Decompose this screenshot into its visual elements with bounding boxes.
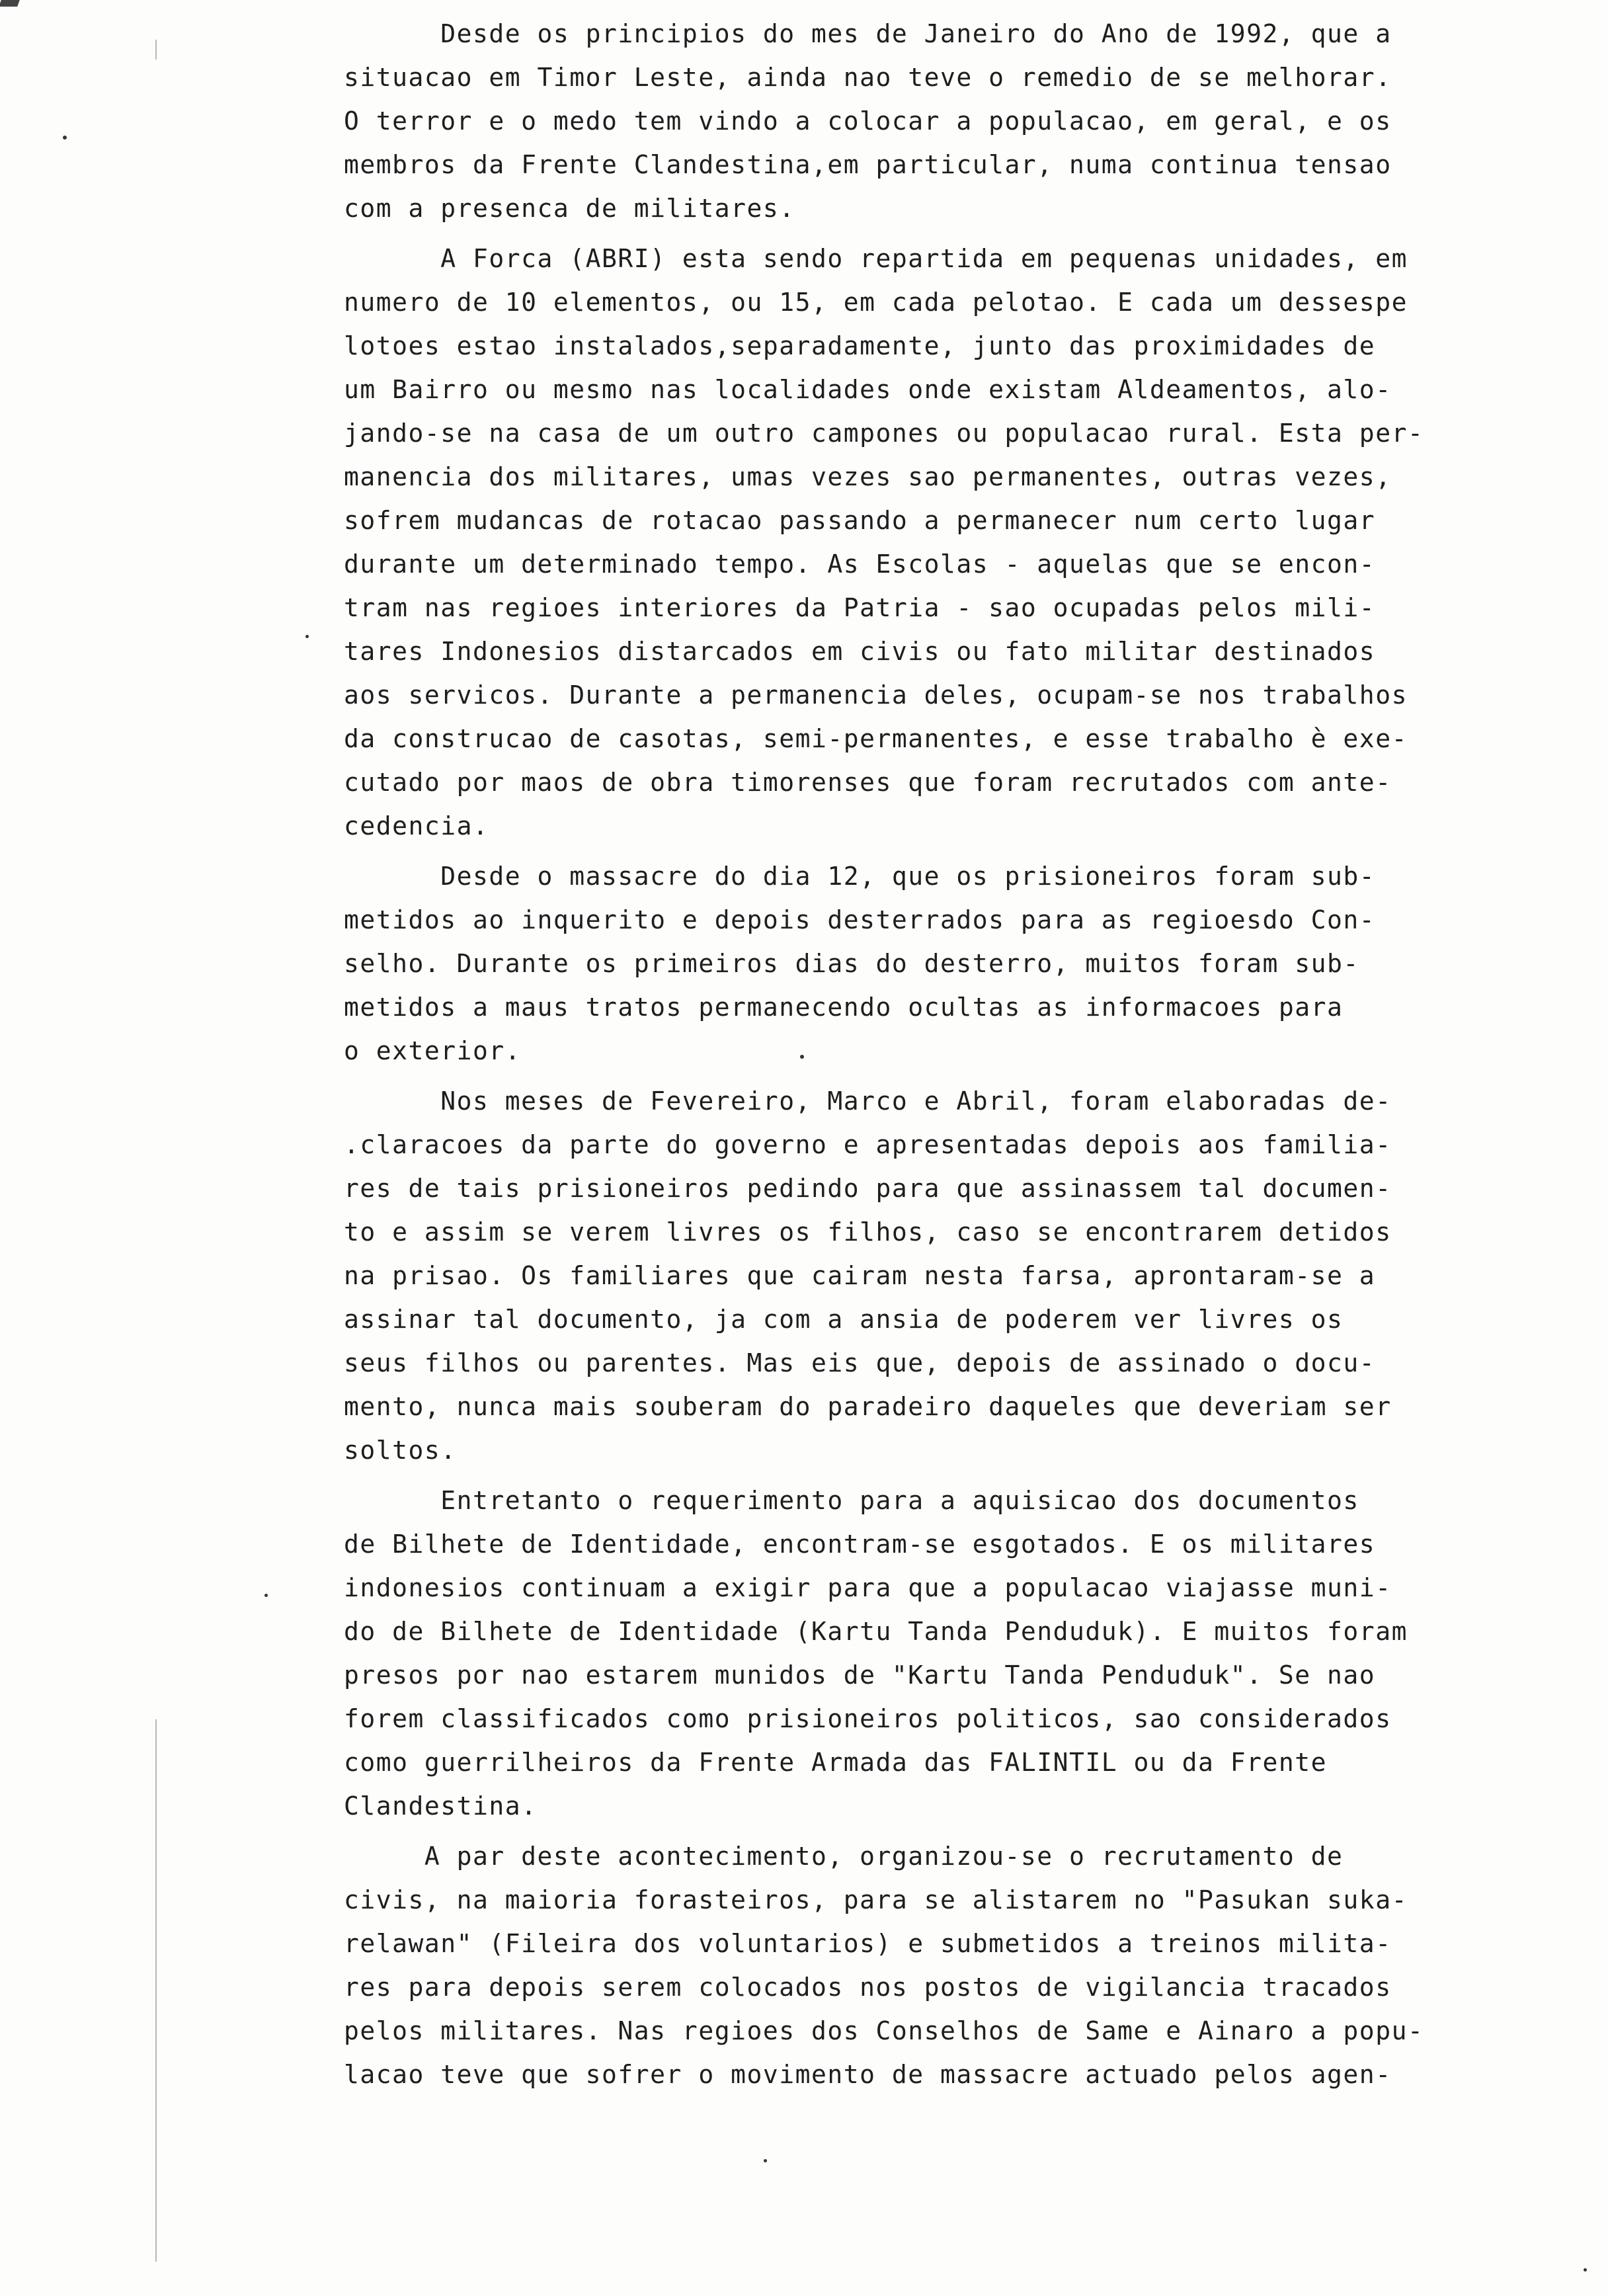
text-line: lacao teve que sofrer o movimento de massacre actuado pelos agen- — [344, 2060, 1392, 2089]
text-line: jando-se na casa de um outro campones ou populacao rural. Esta per- — [344, 419, 1424, 448]
text-line: tares Indonesios distarcados em civis ou fato militar destinados — [344, 637, 1376, 666]
text-line: situacao em Timor Leste, ainda nao teve o remedio de se melhorar. — [344, 63, 1392, 92]
paragraph — [344, 1834, 1574, 2096]
scan-margin-mark — [155, 40, 157, 60]
text-line: da construcao de casotas, semi-permanentes, e esse trabalho è exe- — [344, 724, 1408, 753]
text-line: aos servicos. Durante a permanencia deles, ocupam-se nos trabalhos — [344, 680, 1408, 710]
text-line: .claracoes da parte do governo e apresentadas depois aos familia- — [344, 1130, 1392, 1159]
text-line: Clandestina. — [344, 1791, 538, 1821]
text-line: tram nas regioes interiores da Patria - sao ocupadas pelos mili- — [344, 593, 1376, 622]
text-line: civis, na maioria forasteiros, para se alistarem no "Pasukan suka- — [344, 1885, 1408, 1914]
text-line: metidos a maus tratos permanecendo ocultas as informacoes para — [344, 993, 1344, 1022]
text-line: de Bilhete de Identidade, encontram-se esgotados. E os militares — [344, 1530, 1376, 1559]
text-line: pelos militares. Nas regioes dos Conselhos de Same e Ainaro a popu- — [344, 2016, 1424, 2045]
text-line: A Forca (ABRI) esta sendo repartida em pequenas unidades, em — [344, 244, 1408, 273]
paragraph-gap — [344, 1828, 1574, 1834]
text-line: O terror e o medo tem vindo a colocar a populacao, em geral, e os — [344, 106, 1392, 136]
text-line: A par deste acontecimento, organizou-se o recrutamento de — [344, 1842, 1344, 1871]
paragraph — [344, 12, 1574, 230]
scan-speck — [305, 635, 309, 638]
text-line: um Bairro ou mesmo nas localidades onde existam Aldeamentos, alo- — [344, 375, 1392, 404]
scan-speck — [764, 2159, 767, 2162]
text-line: forem classificados como prisioneiros politicos, sao considerados — [344, 1704, 1392, 1733]
paragraph-gap — [344, 1472, 1574, 1479]
text-line: seus filhos ou parentes. Mas eis que, depois de assinado o docu- — [344, 1348, 1376, 1377]
paragraph — [344, 1479, 1574, 1828]
text-line: res para depois serem colocados nos postos de vigilancia tracados — [344, 1973, 1392, 2002]
scan-margin-line — [155, 1719, 157, 2262]
text-line: Desde o massacre do dia 12, que os prisioneiros foram sub- — [344, 862, 1376, 891]
paragraph-gap — [344, 848, 1574, 854]
text-line: com a presenca de militares. — [344, 194, 795, 223]
text-line: membros da Frente Clandestina,em particular, numa continua tensao — [344, 150, 1392, 179]
paragraph — [344, 854, 1574, 1073]
text-line: Desde os principios do mes de Janeiro do Ano de 1992, que a — [344, 19, 1392, 48]
paragraph — [344, 1079, 1574, 1472]
paragraph-gap — [344, 230, 1574, 237]
paragraph — [344, 237, 1574, 848]
text-line: o exterior. — [344, 1036, 522, 1065]
text-line: na prisao. Os familiares que cairam nesta farsa, aprontaram-se a — [344, 1261, 1376, 1290]
text-line: relawan" (Fileira dos voluntarios) e submetidos a treinos milita- — [344, 1929, 1392, 1958]
text-line: manencia dos militares, umas vezes sao permanentes, outras vezes, — [344, 462, 1392, 491]
text-line: mento, nunca mais souberam do paradeiro daqueles que deveriam ser — [344, 1392, 1392, 1421]
scan-speck — [1584, 2268, 1587, 2272]
text-line: como guerrilheiros da Frente Armada das FALINTIL ou da Frente — [344, 1748, 1328, 1777]
text-line: selho. Durante os primeiros dias do desterro, muitos foram sub- — [344, 949, 1359, 978]
scan-corner-mark — [0, 0, 20, 7]
text-line: do de Bilhete de Identidade (Kartu Tanda Penduduk). E muitos foram — [344, 1617, 1408, 1646]
text-line: Nos meses de Fevereiro, Marco e Abril, foram elaboradas de- — [344, 1086, 1392, 1116]
text-line: numero de 10 elementos, ou 15, em cada pelotao. E cada um dessespe — [344, 288, 1408, 317]
text-line: lotoes estao instalados,separadamente, junto das proximidades de — [344, 331, 1376, 360]
paragraph-gap — [344, 1073, 1574, 1079]
text-line: presos por nao estarem munidos de "Kartu Tanda Penduduk". Se nao — [344, 1660, 1376, 1690]
text-line: soltos. — [344, 1436, 457, 1465]
text-line: res de tais prisioneiros pedindo para que assinassem tal documen- — [344, 1174, 1392, 1203]
typed-text-body — [344, 12, 1574, 2096]
text-line: Entretanto o requerimento para a aquisicao dos documentos — [344, 1486, 1359, 1515]
text-line: to e assim se verem livres os filhos, caso se encontrarem detidos — [344, 1217, 1392, 1247]
text-line: indonesios continuam a exigir para que a populacao viajasse muni- — [344, 1573, 1392, 1602]
text-line: durante um determinado tempo. As Escolas - aquelas que se encon- — [344, 550, 1376, 579]
text-line: sofrem mudancas de rotacao passando a permanecer num certo lugar — [344, 506, 1376, 535]
text-line: metidos ao inquerito e depois desterrados para as regioesdo Con- — [344, 905, 1376, 934]
text-line: assinar tal documento, ja com a ansia de poderem ver livres os — [344, 1305, 1344, 1334]
scan-speck — [63, 136, 67, 140]
scan-speck — [264, 1594, 268, 1597]
text-line: cedencia. — [344, 811, 489, 840]
text-line: cutado por maos de obra timorenses que foram recrutados com ante- — [344, 768, 1392, 797]
